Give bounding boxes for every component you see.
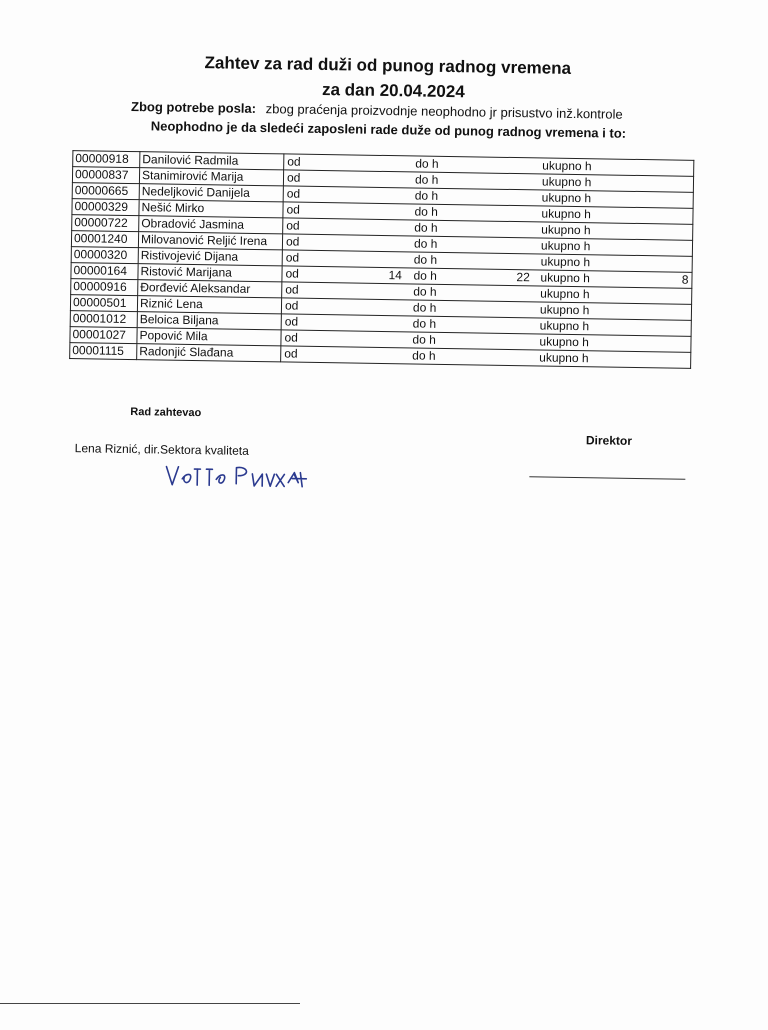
to-label: do h: [412, 300, 437, 315]
total-label: ukupno h: [540, 238, 591, 254]
employee-name: Popović Mila: [137, 328, 281, 346]
employee-name: Radonjić Slađana: [137, 344, 281, 362]
to-value: 22: [516, 270, 530, 285]
employee-table: [69, 150, 694, 369]
from-label: od: [287, 154, 301, 169]
director-label: Direktor: [585, 433, 633, 448]
from-label: od: [286, 218, 300, 233]
total-label: ukupno h: [540, 286, 590, 302]
total-label: ukupno h: [541, 190, 592, 206]
total-label: ukupno h: [541, 222, 591, 238]
employee-id: 00000501: [70, 295, 137, 312]
total-label: ukupno h: [539, 350, 589, 366]
total-label: ukupno h: [540, 254, 591, 270]
employee-id: 00000916: [71, 279, 138, 296]
employee-id: 00001027: [70, 327, 137, 344]
signer-name: Lena Riznić, dir.Sektora kvaliteta: [74, 441, 249, 458]
from-label: od: [285, 250, 300, 265]
total-label: ukupno h: [539, 318, 590, 334]
total-label: ukupno h: [542, 158, 592, 174]
to-label: do h: [413, 252, 438, 267]
employee-name: Stanimirović Marija: [139, 168, 283, 186]
document-date: za dan 20.04.2024: [321, 80, 465, 102]
employee-name: Đorđević Aleksandar: [138, 280, 282, 298]
employee-id: 00000918: [73, 151, 140, 168]
employee-id: 00001012: [70, 311, 137, 328]
total-label: ukupno h: [541, 206, 591, 222]
signature-image: [162, 459, 313, 495]
requested-by-label: Rad zahtevao: [130, 406, 202, 420]
to-label: do h: [413, 268, 437, 283]
total-label: ukupno h: [540, 270, 590, 286]
to-label: do h: [414, 220, 438, 235]
total-value: 8: [681, 272, 689, 287]
employee-id: 00000320: [71, 247, 138, 264]
from-label: od: [285, 234, 300, 249]
from-label: od: [285, 266, 299, 281]
employee-id: 00001240: [71, 231, 138, 248]
reason-label: Zbog potrebe posla:: [131, 99, 257, 116]
to-label: do h: [414, 204, 438, 219]
employee-name: Ristivojević Dijana: [138, 248, 282, 266]
document-title: Zahtev za rad duži od punog radnog vremena: [204, 53, 572, 78]
director-signature-line: [529, 476, 685, 479]
employee-name: Beloica Biljana: [137, 312, 281, 330]
to-label: do h: [413, 236, 438, 251]
from-value: 14: [388, 268, 402, 283]
total-label: ukupno h: [539, 334, 589, 350]
employee-id: 00000837: [72, 167, 139, 184]
from-label: od: [286, 186, 301, 201]
employee-name: Nedeljković Danijela: [139, 184, 283, 202]
from-label: od: [284, 298, 299, 313]
to-label: do h: [412, 332, 436, 347]
employee-id: 00000164: [71, 263, 138, 280]
reason-text: zbog praćenja proizvodnje neophodno jr prisustvo inž.kontrole: [265, 101, 623, 122]
from-label: od: [284, 330, 298, 345]
to-label: do h: [412, 348, 436, 363]
employee-name: Obradović Jasmina: [139, 216, 283, 234]
from-label: od: [285, 282, 299, 297]
employee-name: Milovanović Reljić Irena: [138, 232, 282, 250]
employee-id: 00001115: [70, 343, 137, 360]
employee-id: 00000665: [72, 183, 139, 200]
to-label: do h: [415, 156, 439, 171]
employee-name: Ristović Marijana: [138, 264, 282, 282]
employee-id: 00000722: [72, 215, 139, 232]
from-label: od: [286, 202, 300, 217]
scan-edge-line: [0, 1003, 300, 1004]
total-label: ukupno h: [539, 302, 590, 318]
from-label: od: [286, 170, 301, 185]
employee-id: 00000329: [72, 199, 139, 216]
to-label: do h: [414, 188, 439, 203]
from-label: od: [284, 314, 299, 329]
total-label: ukupno h: [541, 174, 592, 190]
to-label: do h: [413, 284, 437, 299]
employee-name: Riznić Lena: [137, 296, 281, 314]
need-statement: Neophodno je da sledeći zaposleni rade duže od punog radnog vremena i to:: [150, 118, 627, 141]
from-label: od: [284, 346, 298, 361]
to-label: do h: [412, 316, 437, 331]
to-label: do h: [414, 172, 439, 187]
employee-name: Danilović Radmila: [140, 152, 284, 170]
employee-name: Nešić Mirko: [139, 200, 283, 218]
